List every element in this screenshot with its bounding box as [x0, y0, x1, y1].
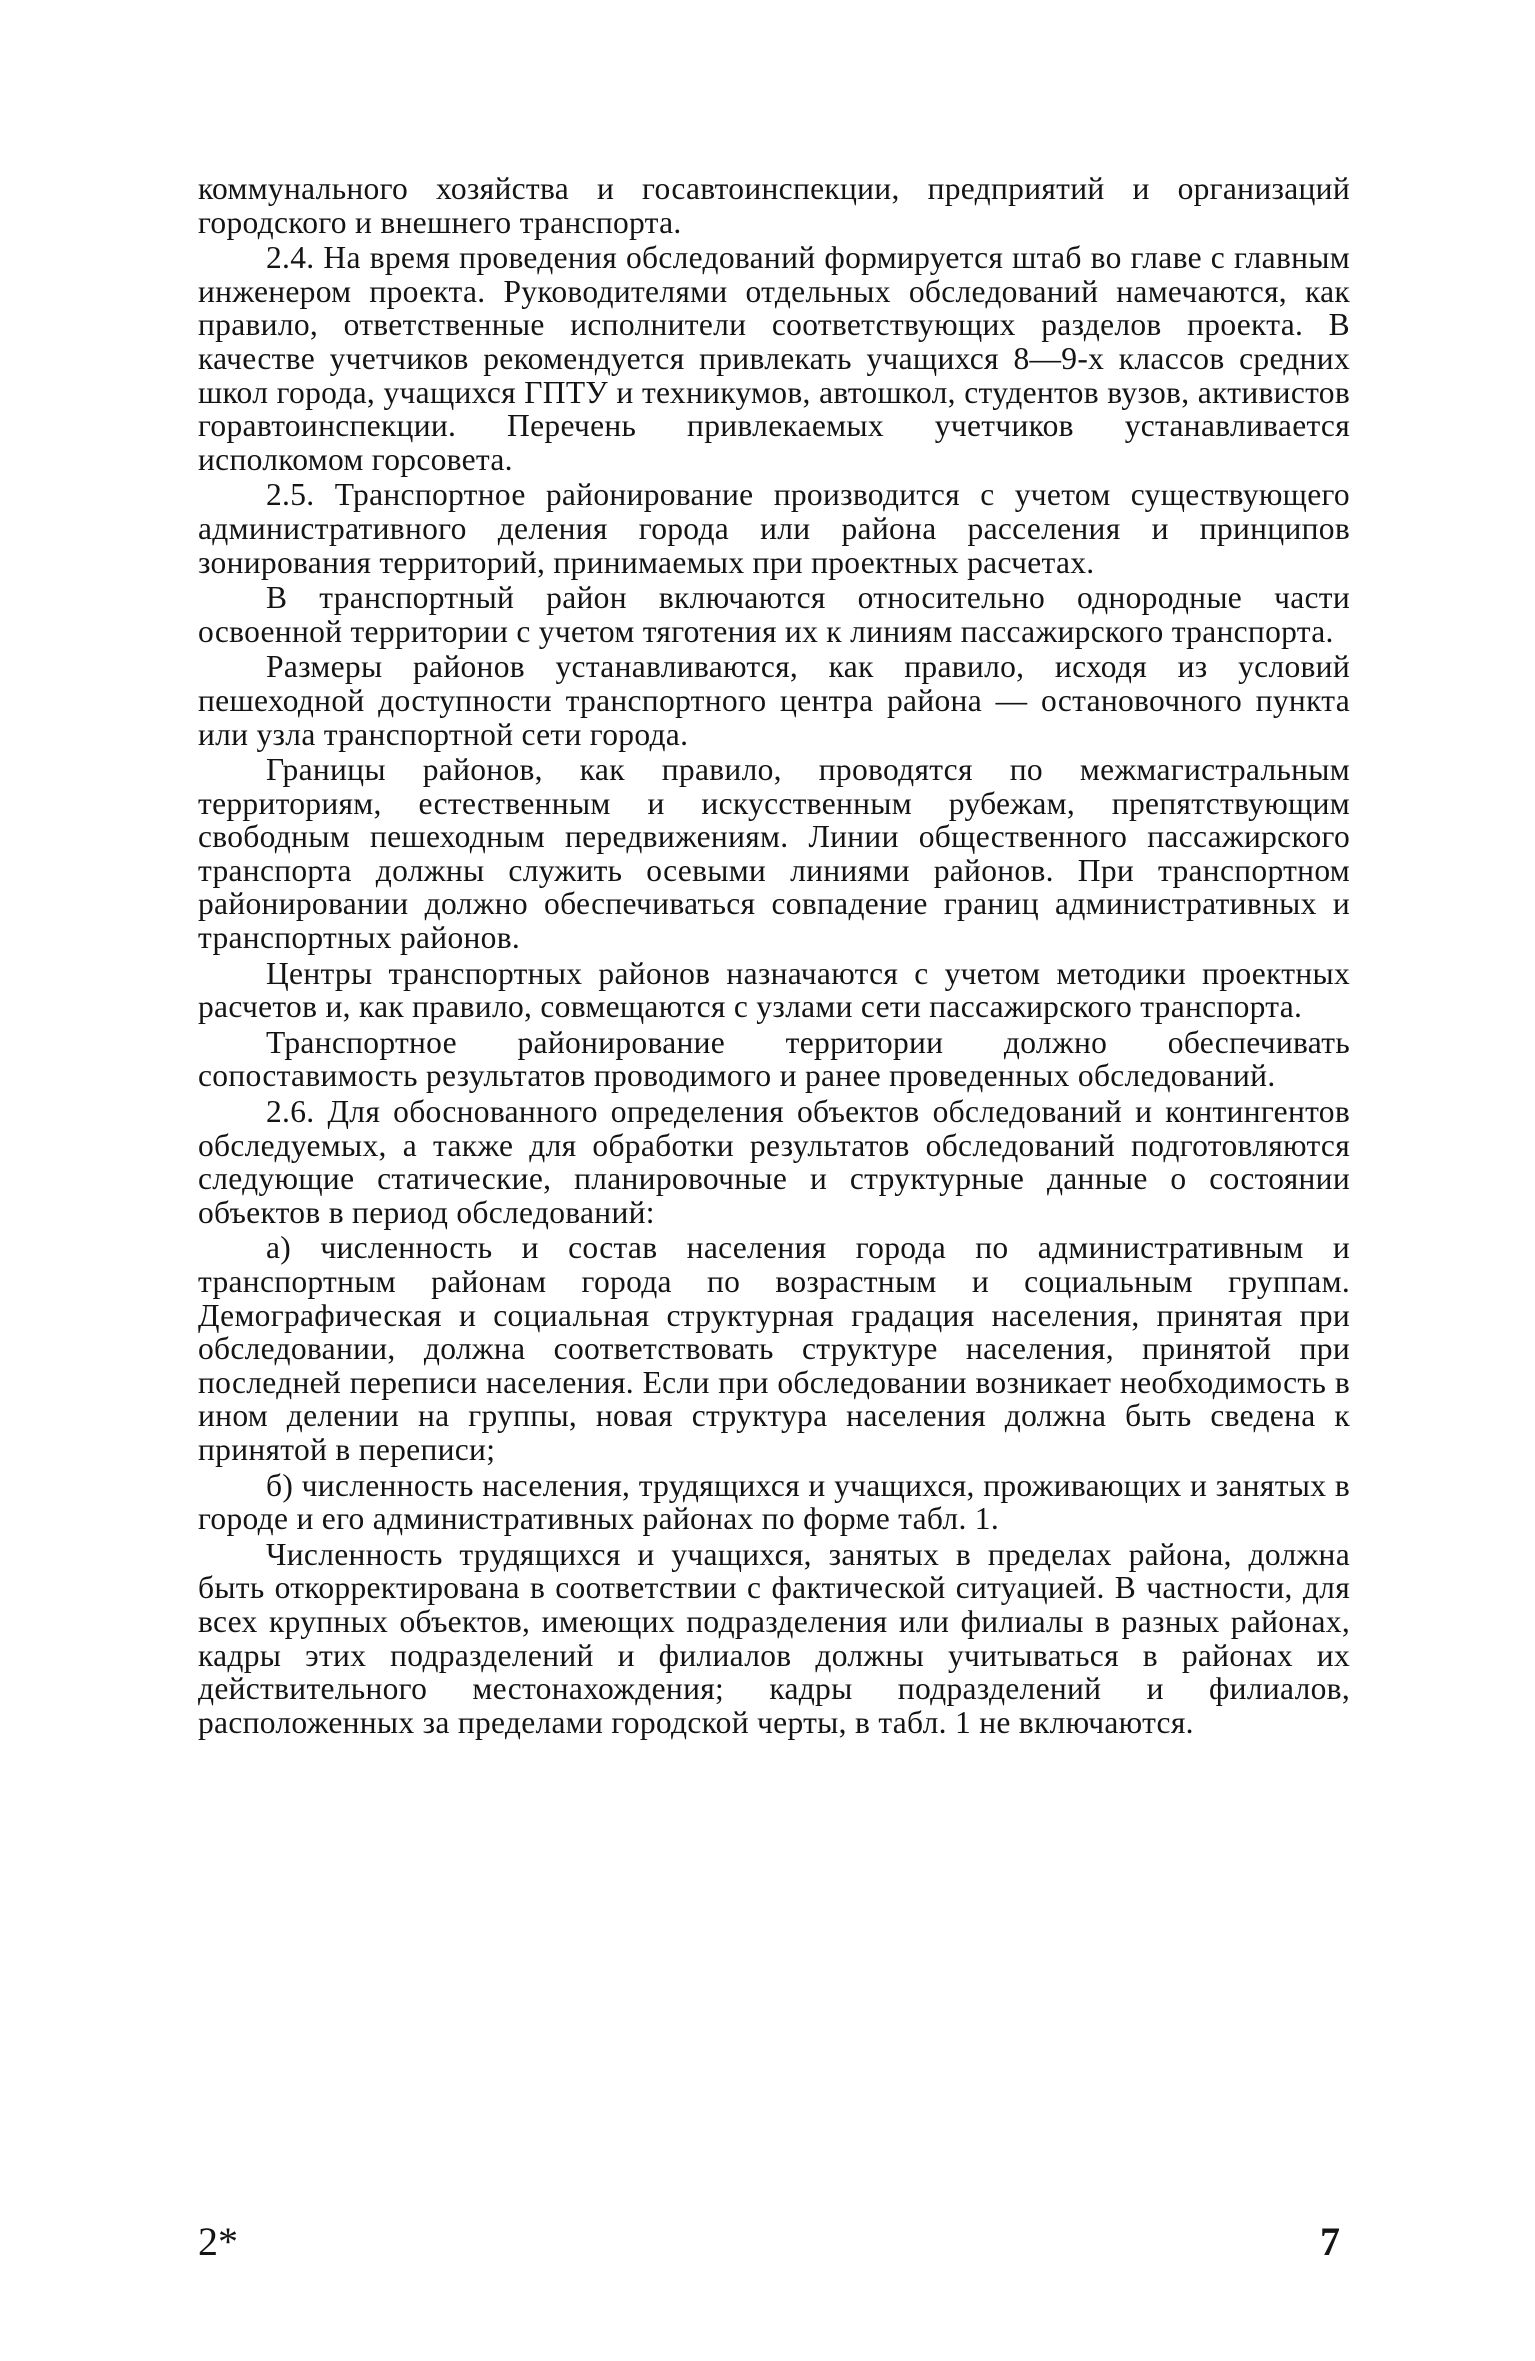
paragraph-2-6: 2.6. Для обоснованного определения объектов обследований и контингентов обследуемых, а также для обработки результатов обследований подготовляются следующие статические, планировочные и структурные данные о состоянии объектов в период обследований: — [198, 1094, 1350, 1230]
list-item-a: а) численность и состав населения города по административным и транспортным районам города по возрастным и социальным группам. Демографическая и социальная структурная градация населения, принятая при обследовании, должна соответствовать структуре населения, принятой при последней переписи населения. Если при обследовании возникает необходимость в ином делении на группы, новая структура населения должна быть сведена к принятой в переписи; — [198, 1230, 1350, 1467]
body-text — [198, 172, 1350, 1741]
page-number: 7 — [1320, 2219, 1340, 2264]
paragraph: Транспортное районирование территории должно обеспечивать сопоставимость результатов проводимого и ранее проведенных обследований. — [198, 1024, 1350, 1094]
list-item-b: б) численность населения, трудящихся и учащихся, проживающих и занятых в городе и его административных районах по форме табл. 1. — [198, 1467, 1350, 1537]
paragraph: коммунального хозяйства и госавтоинспекции, предприятий и организаций городского и внешнего транспорта. — [198, 171, 1350, 240]
paragraph: Границы районов, как правило, проводятся по межмагистральным территориям, естественным и искусственным рубежам, препятствующим свободным пешеходным передвижениям. Линии общественного пассажирского транспорта должны служить осевыми линиями районов. При транспортном районировании должно обеспечиваться совпадение границ административных и транспортных районов. — [198, 752, 1350, 956]
signature-mark: 2* — [198, 2219, 238, 2264]
paragraph: В транспортный район включаются относительно однородные части освоенной территории с учетом тяготения их к линиям пассажирского транспорта. — [198, 580, 1350, 649]
paragraph-2-4: 2.4. На время проведения обследований формируется штаб во главе с главным инженером проекта. Руководителями отдельных обследований намечаются, как правило, ответственные исполнители соответствующих разделов проекта. В качестве учетчиков рекомендуется привлекать учащихся 8—9-х классов средних школ города, учащихся ГПТУ и техникумов, автошкол, студентов вузов, активистов горавтоинспекции. Перечень привлекаемых учетчиков устанавливается исполкомом горсовета. — [198, 240, 1350, 477]
paragraph: Размеры районов устанавливаются, как правило, исходя из условий пешеходной доступности транспортного центра района — остановочного пункта или узла транспортной сети города. — [198, 649, 1350, 752]
paragraph: Численность трудящихся и учащихся, занятых в пределах района, должна быть откорректирована в соответствии с фактической ситуацией. В частности, для всех крупных объектов, имеющих подразделения или филиалы в разных районах, кадры этих подразделений и филиалов должны учитываться в районах их действительного местонахождения; кадры подразделений и филиалов, расположенных за пределами городской черты, в табл. 1 не включаются. — [198, 1536, 1350, 1740]
paragraph-2-5: 2.5. Транспортное районирование производится с учетом существующего административного деления города или района расселения и принципов зонирования территорий, принимаемых при проектных расчетах. — [198, 477, 1350, 580]
paragraph: Центры транспортных районов назначаются с учетом методики проектных расчетов и, как правило, совмещаются с узлами сети пассажирского транспорта. — [198, 955, 1350, 1025]
